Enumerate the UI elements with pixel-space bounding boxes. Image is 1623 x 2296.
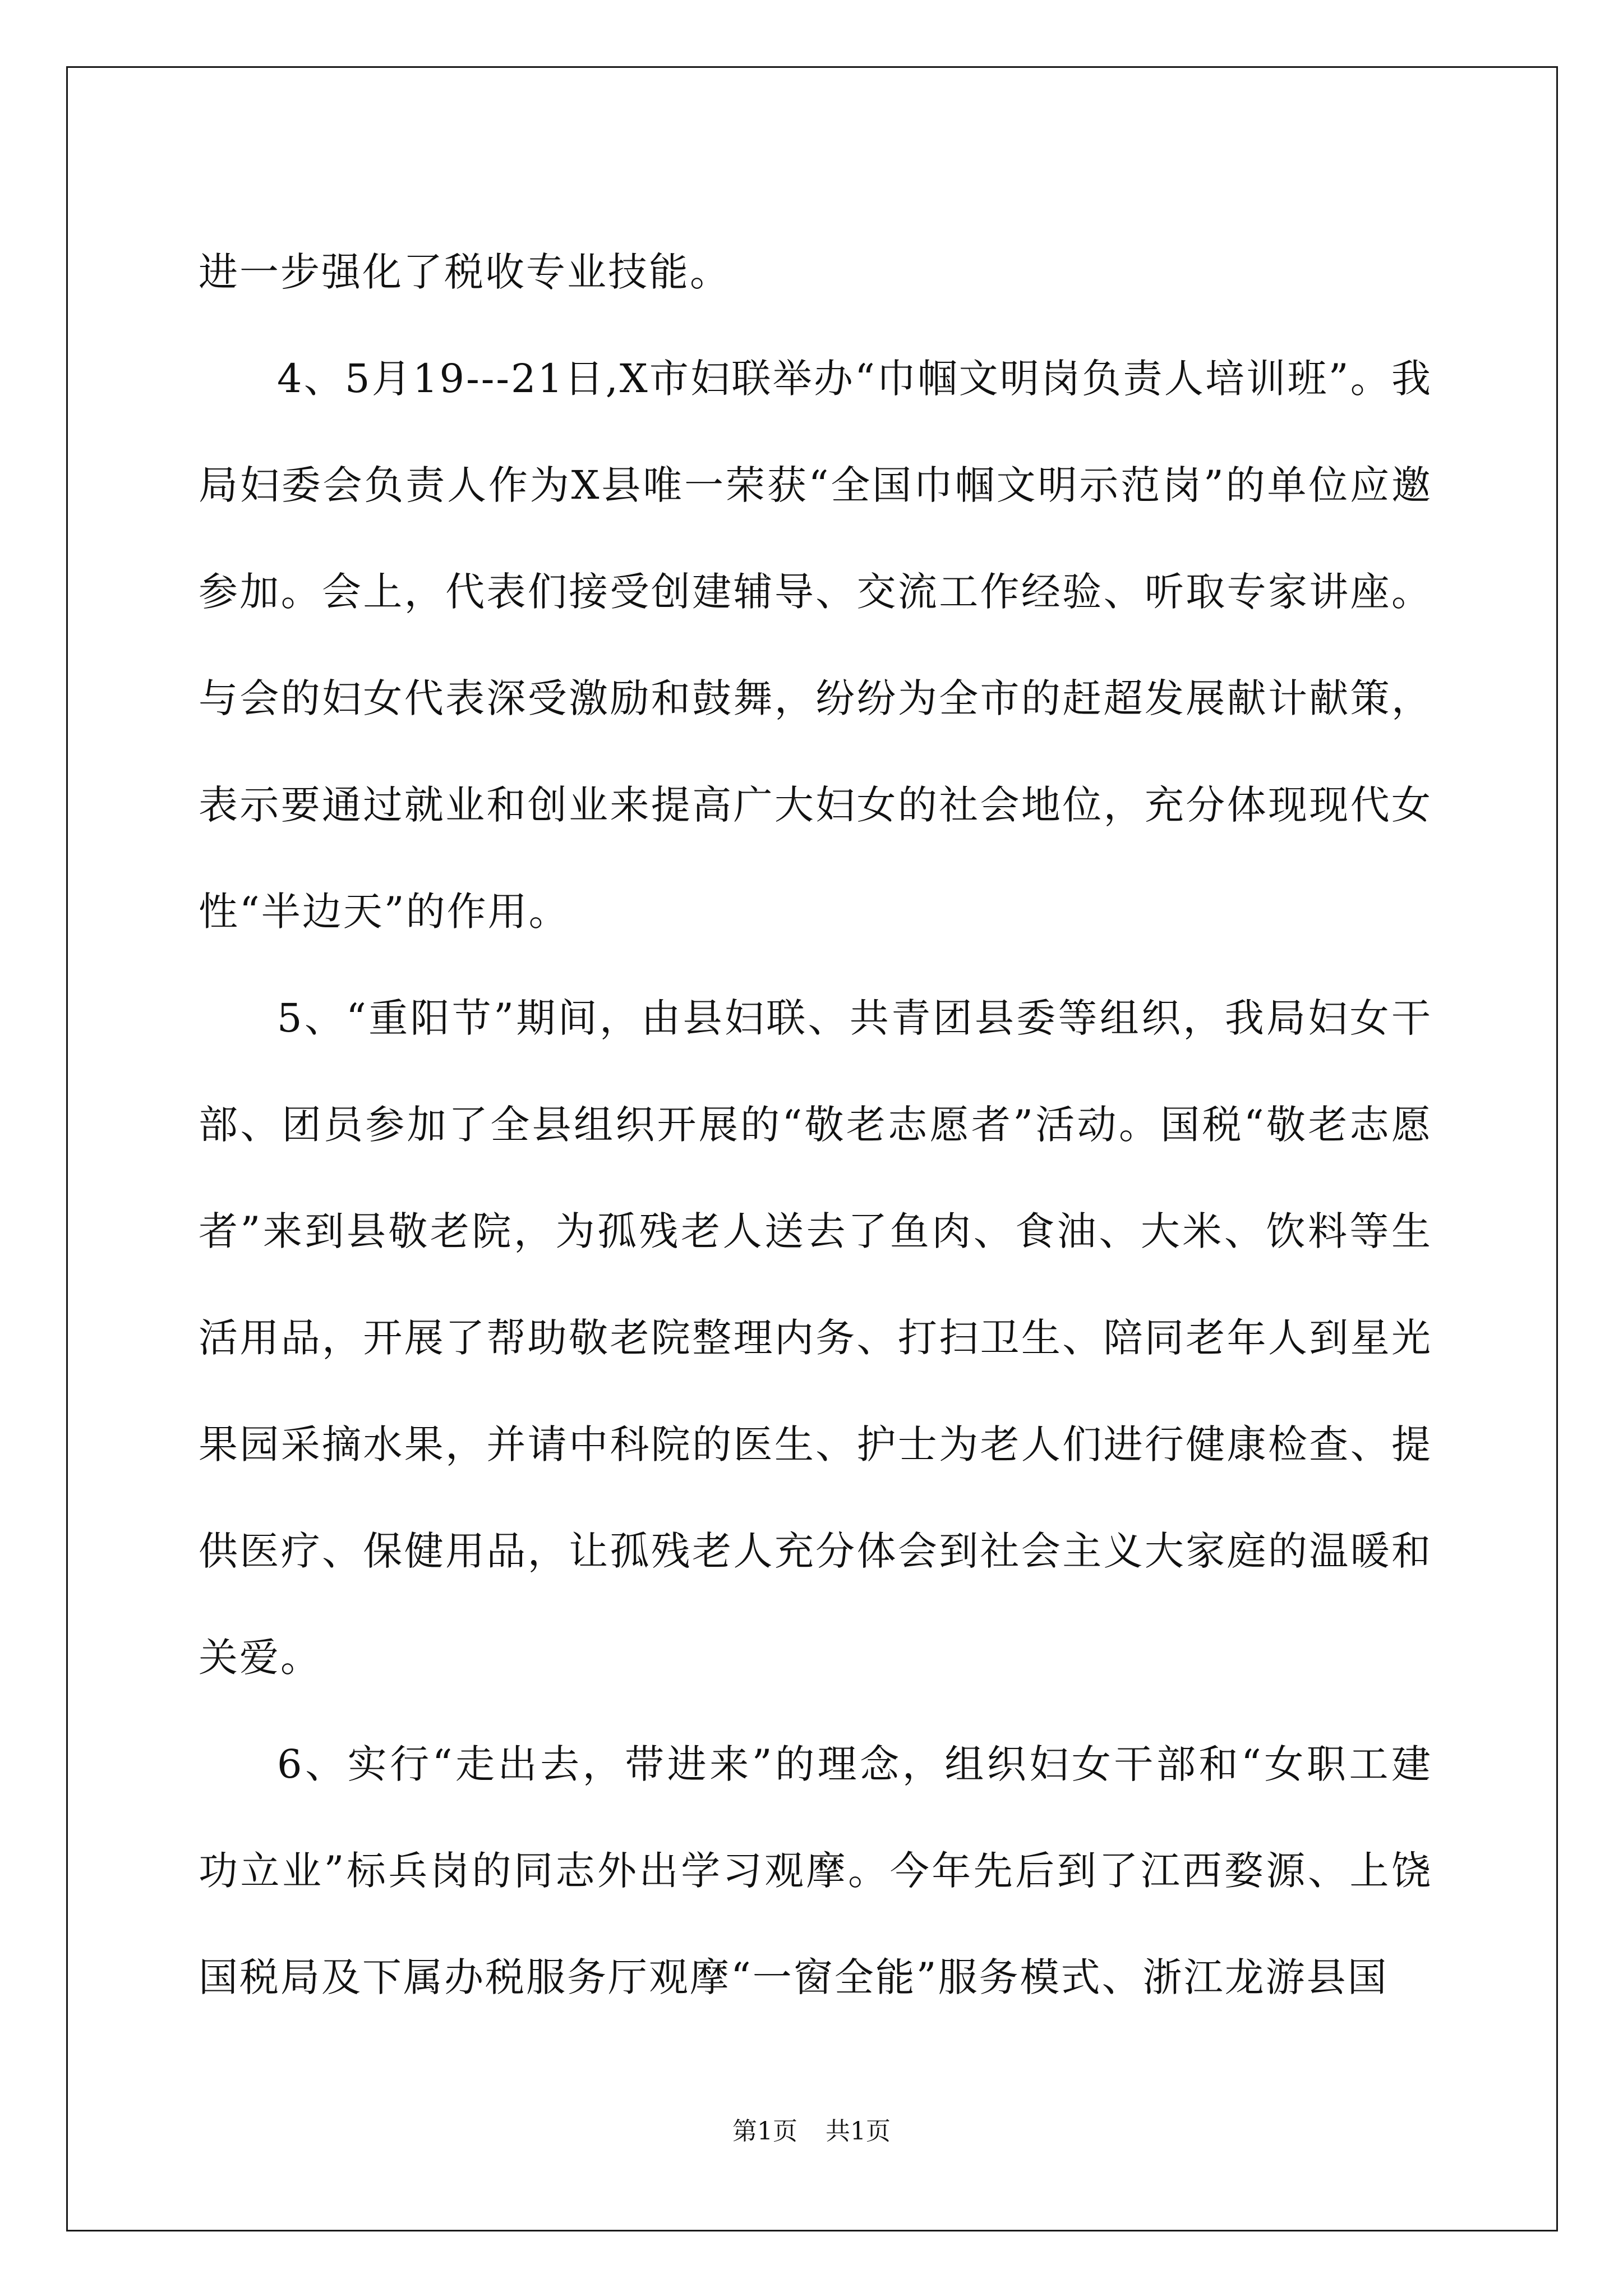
paragraph-2: 4、5月19---21日,X市妇联举办“巾帼文明岗负责人培训班”。我局妇委会负责人作为X县唯一荣获“全国巾帼文明示范岗”的单位应邀参加。会上，代表们接受创建辅导、交流工作经验、听取专家讲座。与会的妇女代表深受激励和鼓舞，纷纷为全市的赶超发展献计献策，表示要通过就业和创业来提高广大妇女的社会地位，充分体现现代女性“半边天”的作用。 [199, 356, 1432, 935]
page-footer [0, 2115, 1623, 2148]
document-body [199, 219, 1432, 2031]
page-number-current: 第1页 [732, 2117, 797, 2146]
page-number-total: 共1页 [826, 2117, 891, 2146]
paragraph-1: 进一步强化了税收专业技能。 [199, 249, 731, 295]
paragraph-3: 5、“重阳节”期间，由县妇联、共青团县委等组织，我局妇女干部、团员参加了全县组织开展的“敬老志愿者”活动。国税“敬老志愿者”来到县敬老院，为孤残老人送去了鱼肉、食油、大米、饮料等生活用品，开展了帮助敬老院整理内务、打扫卫生、陪同老年人到星光果园采摘水果，并请中科院的医生、护士为老人们进行健康检查、提供医疗、保健用品，让孤残老人充分体会到社会主义大家庭的温暖和关爱。 [199, 995, 1432, 1681]
paragraph-4: 6、实行“走出去，带进来”的理念，组织妇女干部和“女职工建功立业”标兵岗的同志外出学习观摩。今年先后到了江西婺源、上饶国税局及下属办税服务厅观摩“一窗全能”服务模式、浙江龙游县国 [199, 1741, 1432, 2000]
